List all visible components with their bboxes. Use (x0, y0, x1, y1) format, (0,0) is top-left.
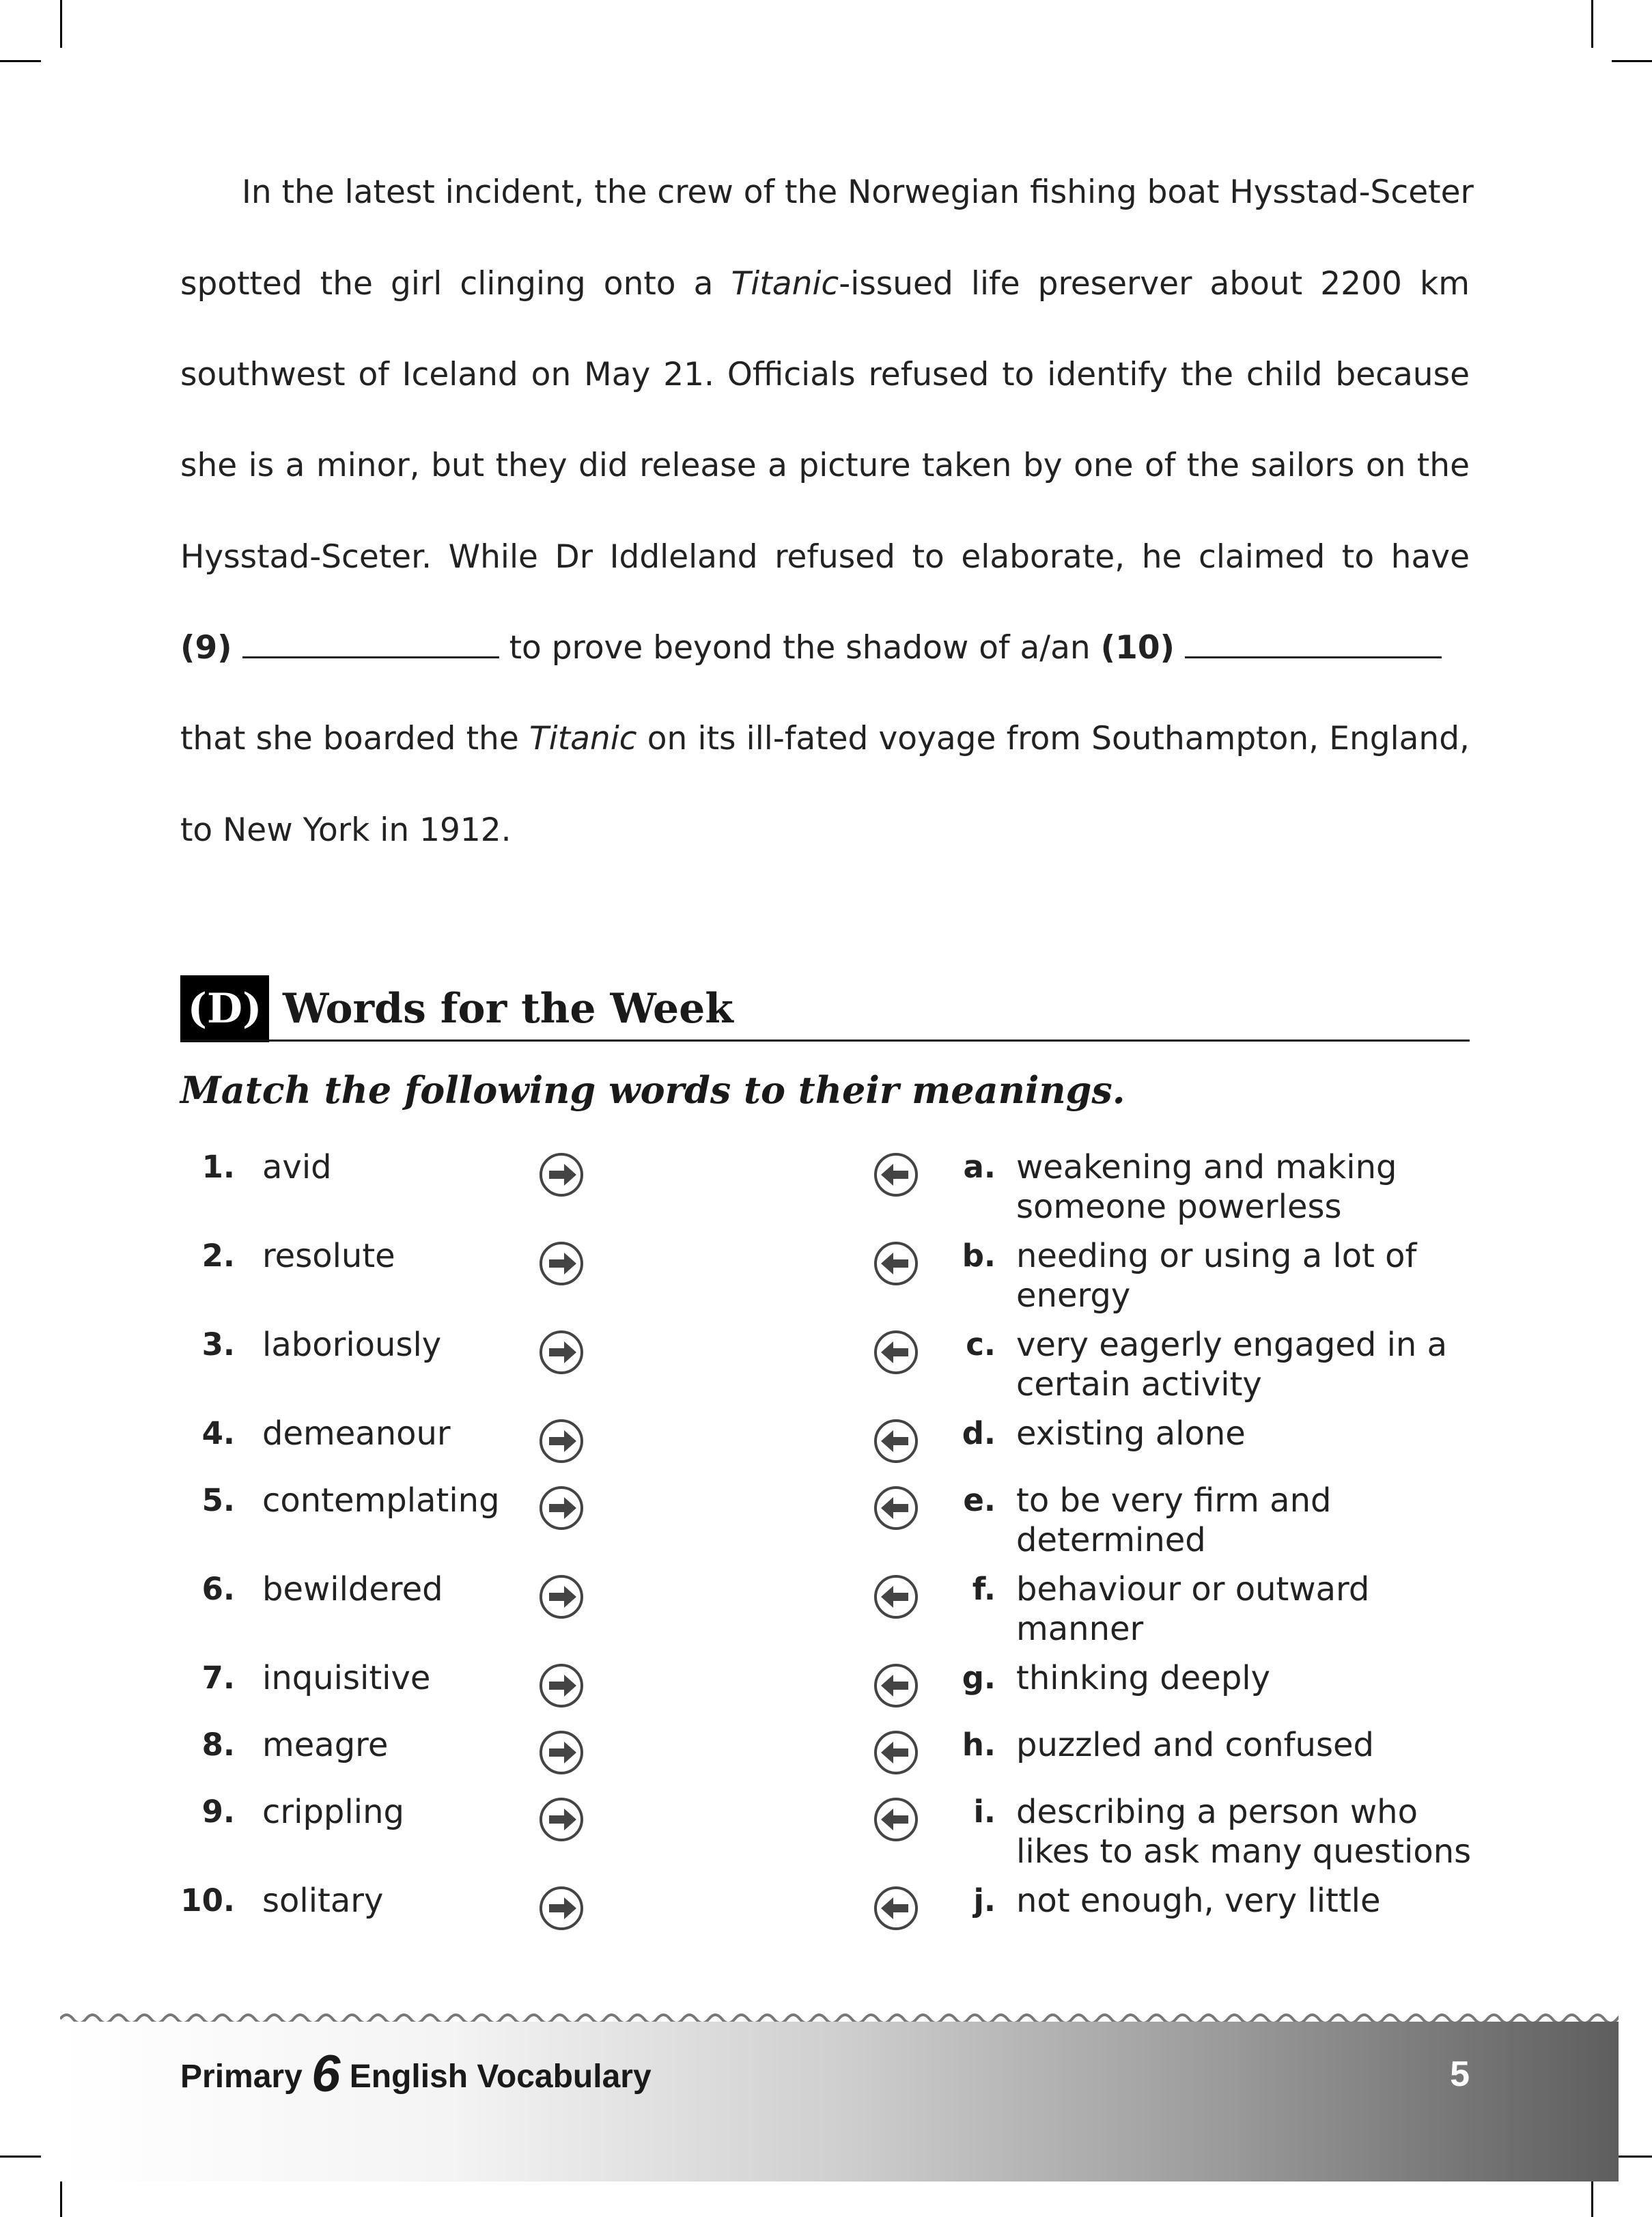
word-number: 5. (201, 1482, 235, 1518)
blank-10[interactable] (1185, 629, 1442, 658)
blank-9-label: (9) (180, 629, 232, 667)
passage-line: Hysstad-Sceter. While Dr Iddleland refused to elaborate, he claimed to have (180, 538, 1470, 576)
arrow-left-circle-icon[interactable] (874, 1886, 918, 1930)
word-number: 3. (201, 1326, 235, 1363)
vocab-word: inquisitive (262, 1659, 431, 1697)
passage-line (180, 626, 1470, 670)
passage-line: southwest of Iceland on May 21. Officials refused to identify the child because (180, 356, 1470, 393)
arrow-right-circle-icon[interactable] (540, 1242, 583, 1285)
arrow-right-circle-icon[interactable] (540, 1575, 583, 1619)
section-title: Words for the Week (283, 985, 733, 1033)
passage-line: to New York in 1912. (180, 811, 512, 849)
vocab-word: bewildered (262, 1570, 443, 1608)
match-row (0, 1325, 1652, 1414)
crop-mark (0, 2156, 41, 2158)
arrow-left-circle-icon[interactable] (874, 1153, 918, 1197)
word-number: 10. (180, 1882, 235, 1919)
meaning-letter: g. (962, 1660, 996, 1696)
word-number: 6. (201, 1571, 235, 1607)
match-row (0, 1147, 1652, 1236)
footer-title (180, 2045, 652, 2103)
word-number: 8. (201, 1727, 235, 1763)
meaning-letter: e. (963, 1482, 996, 1518)
footer-title-text: English Vocabulary (340, 2059, 652, 2095)
vocab-word: crippling (262, 1793, 404, 1831)
arrow-left-circle-icon[interactable] (874, 1575, 918, 1619)
match-row (0, 1881, 1652, 1970)
meaning-letter: j. (973, 1882, 996, 1919)
passage-italic: Titanic (731, 265, 839, 303)
arrow-left-circle-icon[interactable] (874, 1731, 918, 1774)
crop-mark (60, 0, 62, 48)
arrow-left-circle-icon[interactable] (874, 1330, 918, 1374)
meaning-text: describing a person who likes to ask many questions (1016, 1793, 1472, 1871)
meaning-text: not enough, very little (1016, 1882, 1381, 1920)
meaning-letter: b. (962, 1238, 996, 1274)
vocab-word: solitary (262, 1882, 384, 1920)
passage-text: that she boarded the (180, 720, 529, 757)
arrow-right-circle-icon[interactable] (540, 1486, 583, 1530)
meaning-letter: i. (973, 1794, 996, 1830)
arrow-right-circle-icon[interactable] (540, 1731, 583, 1774)
vocab-word: resolute (262, 1237, 395, 1275)
blank-9[interactable] (242, 629, 499, 658)
match-row (0, 1792, 1652, 1881)
passage-text: on its ill-fated voyage from Southampton, England, (636, 720, 1470, 757)
crop-mark (0, 60, 41, 62)
meaning-text: existing alone (1016, 1414, 1246, 1453)
meaning-text: needing or using a lot of energy (1016, 1237, 1417, 1315)
match-row (0, 1481, 1652, 1570)
passage-line (180, 717, 1470, 761)
section-label: (D) (180, 975, 269, 1042)
footer-band (60, 2022, 1619, 2181)
arrow-right-circle-icon[interactable] (540, 1798, 583, 1841)
passage-text: -issued life preserver about 2200 km (839, 265, 1470, 303)
match-row (0, 1570, 1652, 1658)
arrow-left-circle-icon[interactable] (874, 1486, 918, 1530)
arrow-right-circle-icon[interactable] (540, 1664, 583, 1707)
arrow-left-circle-icon[interactable] (874, 1664, 918, 1707)
arrow-left-circle-icon[interactable] (874, 1798, 918, 1841)
word-number: 4. (201, 1415, 235, 1451)
instruction: Match the following words to their meanings. (180, 1068, 1125, 1112)
crop-mark (1591, 0, 1593, 48)
footer-title-number: 6 (311, 2045, 341, 2103)
word-number: 9. (201, 1794, 235, 1830)
vocab-word: demeanour (262, 1414, 451, 1453)
passage-text: to prove beyond the shadow of a/an (509, 629, 1091, 667)
meaning-text: weakening and making someone powerless (1016, 1148, 1397, 1226)
passage-line (180, 262, 1470, 306)
passage-line: In the latest incident, the crew of the Norwegian fishing boat Hysstad-Sceter (242, 173, 1474, 211)
word-number: 7. (201, 1660, 235, 1696)
footer-title-text: Primary (180, 2059, 312, 2095)
vocab-word: meagre (262, 1726, 389, 1764)
meaning-text: thinking deeply (1016, 1659, 1271, 1697)
blank-10-label: (10) (1100, 629, 1175, 667)
vocab-word: avid (262, 1148, 332, 1186)
passage-line: she is a minor, but they did release a picture taken by one of the sailors on the (180, 447, 1470, 484)
arrow-right-circle-icon[interactable] (540, 1330, 583, 1374)
meaning-letter: f. (972, 1571, 996, 1607)
match-row (0, 1236, 1652, 1325)
meaning-text: very eagerly engaged in a certain activity (1016, 1326, 1448, 1404)
meaning-letter: h. (962, 1727, 996, 1763)
meaning-text: to be very firm and determined (1016, 1481, 1332, 1559)
meaning-text: puzzled and confused (1016, 1726, 1374, 1764)
passage-italic: Titanic (529, 720, 637, 757)
vocab-word: laboriously (262, 1326, 442, 1364)
arrow-left-circle-icon[interactable] (874, 1419, 918, 1463)
vocab-word: contemplating (262, 1481, 500, 1520)
arrow-left-circle-icon[interactable] (874, 1242, 918, 1285)
passage-text: spotted the girl clinging onto a (180, 265, 731, 303)
arrow-right-circle-icon[interactable] (540, 1153, 583, 1197)
meaning-letter: c. (966, 1326, 996, 1363)
word-number: 1. (201, 1149, 235, 1185)
meaning-letter: d. (962, 1415, 996, 1451)
word-number: 2. (201, 1238, 235, 1274)
section-divider (180, 1040, 1470, 1042)
meaning-text: behaviour or outward manner (1016, 1570, 1370, 1648)
meaning-letter: a. (963, 1149, 996, 1185)
crop-mark (1612, 60, 1652, 62)
arrow-right-circle-icon[interactable] (540, 1886, 583, 1930)
arrow-right-circle-icon[interactable] (540, 1419, 583, 1463)
page-number: 5 (1450, 2054, 1470, 2094)
